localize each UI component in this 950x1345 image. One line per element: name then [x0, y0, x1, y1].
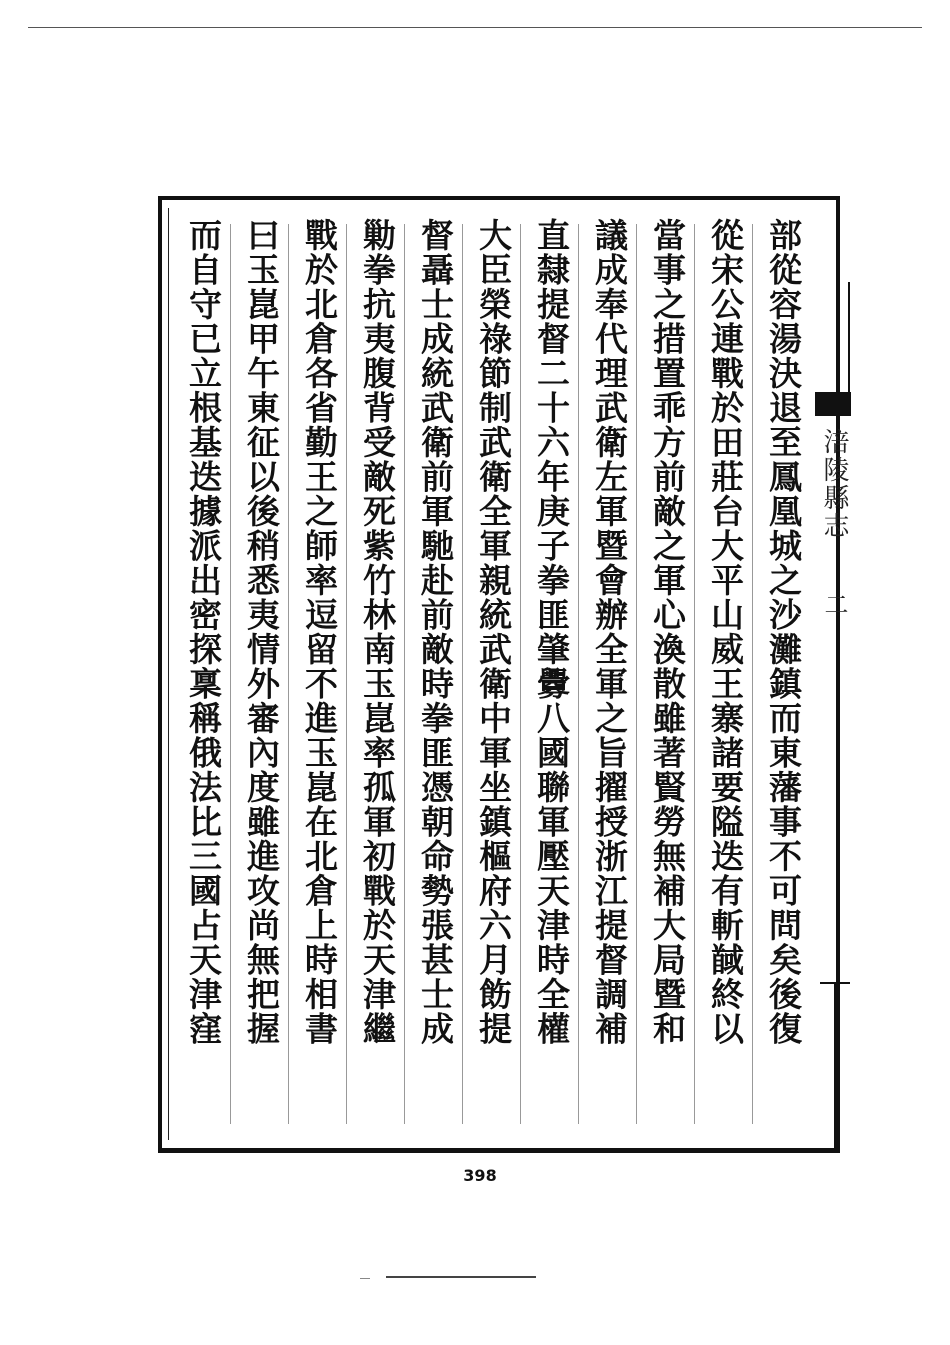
- running-head-folio: 二: [820, 592, 848, 616]
- text-column-9: 戰於北倉各省勤王之師率逗留不進玉崑在北倉上時相書: [300, 218, 339, 1046]
- text-column-10: 曰玉崑甲午東征以後稍悉夷情外審內度雖進攻尚無把握: [242, 218, 281, 1046]
- top-rule: [28, 27, 922, 28]
- text-column-11: 而自守已立根基迭據派出密探稟稱俄法比三國占天津窪: [184, 218, 223, 1046]
- text-column-2: 從宋公連戰於田莊台大平山威王寨諸要隘迭有斬馘終以: [706, 218, 745, 1046]
- column-separator: [462, 224, 463, 1124]
- margin-rule: [848, 282, 850, 392]
- text-column-8: 勦拳抗夷腹背受敵死紫竹林南玉崑率孤軍初戰於天津繼: [358, 218, 397, 1046]
- bottom-rule: [386, 1276, 536, 1278]
- text-column-4: 議成奉代理武衛左軍暨會辦全軍之旨擢授浙江提督調補: [590, 218, 629, 1046]
- column-separator: [288, 224, 289, 1124]
- text-column-3: 當事之措置乖方前敵之軍心渙散雖著賢勞無補大局暨和: [648, 218, 687, 1046]
- page-number: 398: [463, 1166, 497, 1185]
- fishtail-mark: [815, 392, 851, 416]
- text-column-5: 直隸提督二十六年庚子拳匪肇釁八國聯軍壓天津時全權: [532, 218, 571, 1046]
- column-separator: [694, 224, 695, 1124]
- column-separator: [404, 224, 405, 1124]
- frame-inner-line-left: [168, 208, 169, 1140]
- column-separator: [752, 224, 753, 1124]
- running-head-title: 涪陵縣志: [819, 428, 849, 540]
- margin-bracket-side: [834, 982, 837, 1152]
- column-separator: [636, 224, 637, 1124]
- column-separator: [578, 224, 579, 1124]
- frame-bottom-rule: [158, 1150, 840, 1153]
- text-column-6: 大臣榮祿節制武衛全軍親統武衛中軍坐鎮樞府六月飭提: [474, 218, 513, 1046]
- column-separator: [230, 224, 231, 1124]
- text-column-1: 部從容湯決退至鳳凰城之沙灘鎮而東藩事不可問矣後復: [764, 218, 803, 1046]
- column-separator: [520, 224, 521, 1124]
- text-frame: [158, 196, 840, 1152]
- column-separator: [346, 224, 347, 1124]
- text-column-7: 督聶士成統武衛前軍馳赴前敵時拳匪憑朝命勢張甚士成: [416, 218, 455, 1046]
- bottom-rule-dot: [360, 1278, 370, 1279]
